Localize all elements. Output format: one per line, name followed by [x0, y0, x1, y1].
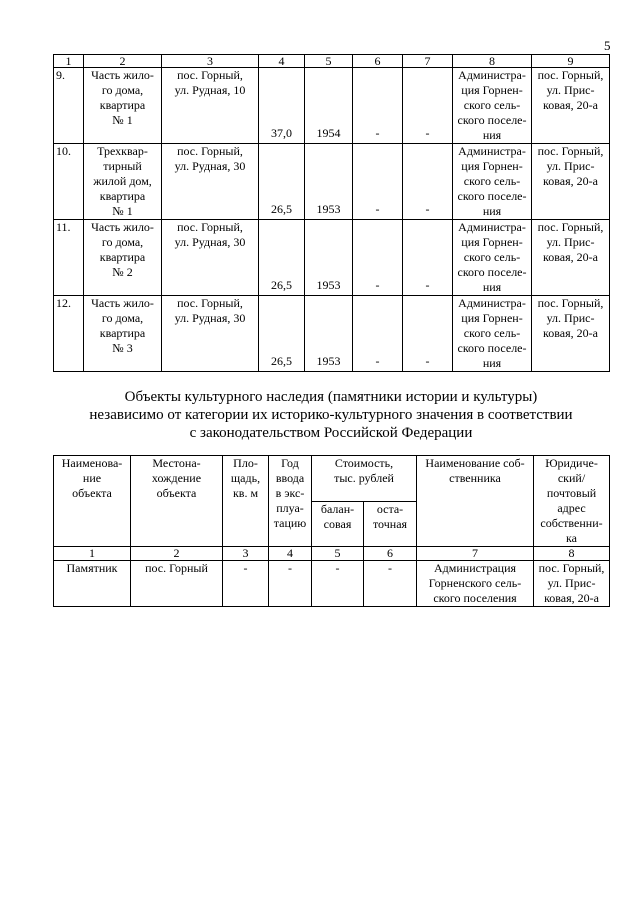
- owner-cell: Администра- ция Горнен- ского сель- ского поселе- ния: [453, 220, 532, 296]
- address-cell: пос. Горный, ул. Рудная, 10: [162, 68, 259, 144]
- column-number-row: [54, 55, 610, 68]
- balance-cell: -: [353, 296, 403, 372]
- year-cell: 1953: [305, 144, 353, 220]
- section-title-line: Объекты культурного наследия (памятники истории и культуры): [124, 389, 538, 405]
- table-row: [54, 68, 610, 144]
- object-name-cell: Трехквар- тирный жилой дом, квартира № 1: [84, 144, 162, 220]
- residual-cell: -: [364, 561, 417, 607]
- location-cell: пос. Горный: [131, 561, 223, 607]
- column-number-row: [54, 547, 610, 561]
- column-number: 1: [54, 55, 84, 68]
- column-number: 5: [305, 55, 353, 68]
- page-number: 5: [604, 38, 611, 53]
- header-balance: балан- совая: [312, 501, 364, 547]
- column-number: 3: [223, 547, 269, 561]
- owner-cell: Администра- ция Горнен- ского сель- ского поселе- ния: [453, 296, 532, 372]
- address-cell: пос. Горный, ул. Рудная, 30: [162, 220, 259, 296]
- balance-cell: -: [312, 561, 364, 607]
- column-number: 7: [403, 55, 453, 68]
- postal-address-cell: пос. Горный, ул. Прис- ковая, 20-а: [532, 144, 610, 220]
- residual-cell: -: [403, 296, 453, 372]
- address-cell: пос. Горный, ул. Рудная, 30: [162, 144, 259, 220]
- area-cell: -: [223, 561, 269, 607]
- header-row: [54, 456, 610, 502]
- housing-objects-table: [53, 54, 610, 372]
- header-year: Год ввода в экс- плуа- тацию: [269, 456, 312, 547]
- header-owner: Наименование соб- ственника: [417, 456, 534, 547]
- postal-address-cell: пос. Горный, ул. Прис- ковая, 20-а: [532, 296, 610, 372]
- balance-cell: -: [353, 144, 403, 220]
- row-number-cell: 12.: [54, 296, 84, 372]
- column-number: 2: [84, 55, 162, 68]
- table-row: [54, 296, 610, 372]
- section-title-line: с законодательством Российской Федерации: [189, 425, 473, 441]
- table-row: [54, 561, 610, 607]
- header-object-name: Наименова- ние объекта: [54, 456, 131, 547]
- residual-cell: -: [403, 68, 453, 144]
- section-title-line: независимо от категории их историко-культурного значения в соответствии: [89, 407, 573, 423]
- owner-cell: Администра- ция Горнен- ского сель- ского поселе- ния: [453, 144, 532, 220]
- section-title: [53, 388, 609, 442]
- row-number-cell: 10.: [54, 144, 84, 220]
- column-number: 8: [534, 547, 610, 561]
- postal-address-cell: пос. Горный, ул. Прис- ковая, 20-а: [532, 68, 610, 144]
- area-cell: 37,0: [259, 68, 305, 144]
- object-name-cell: Часть жило- го дома, квартира № 1: [84, 68, 162, 144]
- header-area: Пло- щадь, кв. м: [223, 456, 269, 547]
- column-number: 9: [532, 55, 610, 68]
- year-cell: 1953: [305, 296, 353, 372]
- postal-address-cell: пос. Горный, ул. Прис- ковая, 20-а: [532, 220, 610, 296]
- owner-cell: Администра- ция Горнен- ского сель- ского поселе- ния: [453, 68, 532, 144]
- year-cell: 1954: [305, 68, 353, 144]
- column-number: 4: [269, 547, 312, 561]
- year-cell: 1953: [305, 220, 353, 296]
- residual-cell: -: [403, 144, 453, 220]
- header-residual: оста- точная: [364, 501, 417, 547]
- header-legal-address: Юридиче- ский/ почтовый адрес собственни- ка: [534, 456, 610, 547]
- balance-cell: -: [353, 68, 403, 144]
- cultural-heritage-table: [53, 455, 610, 607]
- header-cost: Стоимость, тыс. рублей: [312, 456, 417, 502]
- header-location: Местона- хождение объекта: [131, 456, 223, 547]
- column-number: 1: [54, 547, 131, 561]
- table-row: [54, 220, 610, 296]
- row-number-cell: 11.: [54, 220, 84, 296]
- column-number: 4: [259, 55, 305, 68]
- address-cell: пос. Горный, ул. Рудная, 30: [162, 296, 259, 372]
- column-number: 3: [162, 55, 259, 68]
- table-row: [54, 144, 610, 220]
- column-number: 2: [131, 547, 223, 561]
- column-number: 7: [417, 547, 534, 561]
- residual-cell: -: [403, 220, 453, 296]
- object-name-cell: Часть жило- го дома, квартира № 2: [84, 220, 162, 296]
- legal-address-cell: пос. Горный, ул. Прис- ковая, 20-а: [534, 561, 610, 607]
- object-name-cell: Памятник: [54, 561, 131, 607]
- owner-cell: Администрация Горненского сель- ского поселения: [417, 561, 534, 607]
- column-number: 6: [353, 55, 403, 68]
- area-cell: 26,5: [259, 296, 305, 372]
- balance-cell: -: [353, 220, 403, 296]
- area-cell: 26,5: [259, 220, 305, 296]
- column-number: 8: [453, 55, 532, 68]
- column-number: 5: [312, 547, 364, 561]
- object-name-cell: Часть жило- го дома, квартира № 3: [84, 296, 162, 372]
- row-number-cell: 9.: [54, 68, 84, 144]
- year-cell: -: [269, 561, 312, 607]
- column-number: 6: [364, 547, 417, 561]
- area-cell: 26,5: [259, 144, 305, 220]
